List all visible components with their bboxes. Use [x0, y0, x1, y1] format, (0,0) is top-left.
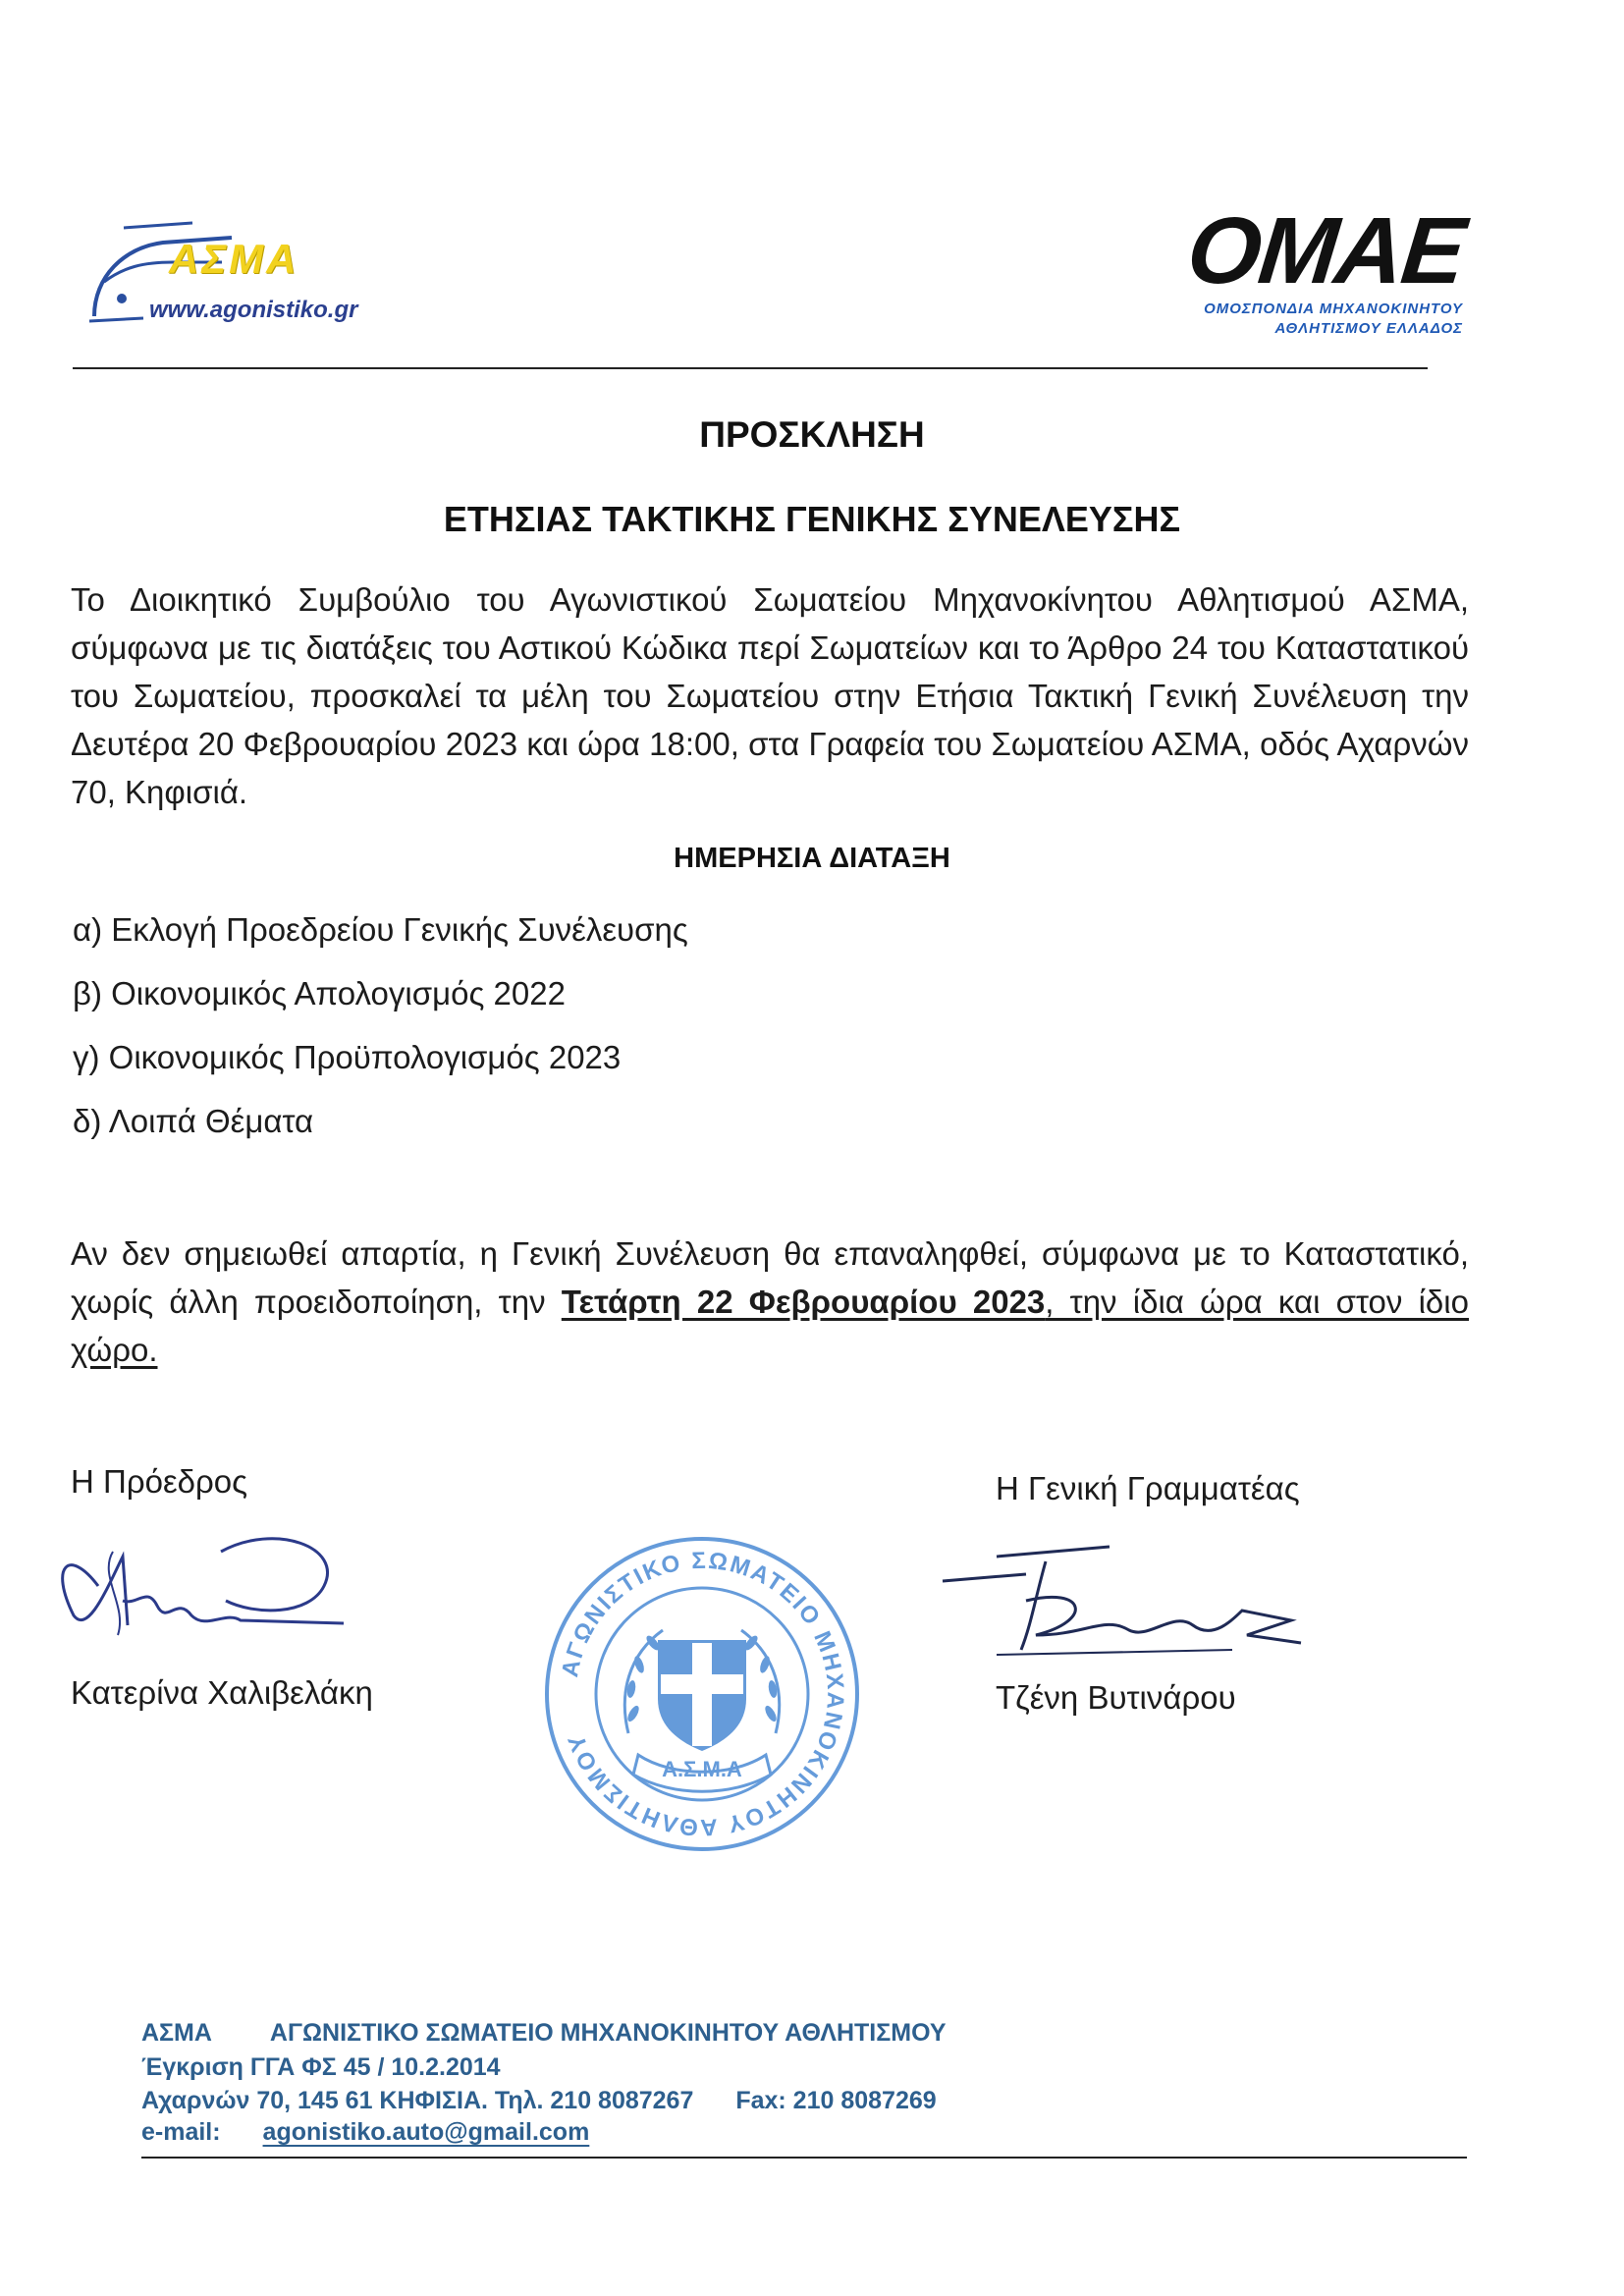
- stamp-ring-text: ΑΓΩΝΙΣΤΙΚΟ ΣΩΜΑΤΕΙΟ ΜΗΧΑΝΟΚΙΝΗΤΟΥ ΑΘΛΗΤΙΣΜΟΥ: [557, 1547, 849, 1841]
- president-name: Κατερίνα Χαλιβελάκη: [71, 1674, 373, 1711]
- page-title: ΠΡΟΣΚΛΗΣΗ: [699, 414, 925, 455]
- president-signature: [29, 1507, 353, 1655]
- asma-url: www.agonistiko.gr: [149, 297, 358, 323]
- header-divider: [73, 367, 1428, 369]
- repeat-notice-text: Αν δεν σημειωθεί απαρτία, η Γενική Συνέλευση θα επαναληφθεί, σύμφωνα με το Καταστατικό, χωρίς άλλη προειδοποίηση, την: [71, 1235, 1469, 1320]
- footer-org-full: ΑΓΩΝΙΣΤΙΚΟ ΣΩΜΑΤΕΙΟ ΜΗΧΑΝΟΚΙΝΗΤΟΥ ΑΘΛΗΤΙΣΜΟΥ: [269, 2019, 947, 2047]
- footer-address: Αχαρνών 70, 145 61 ΚΗΦΙΣΙΑ. Τηλ. 210 8087267: [141, 2087, 694, 2114]
- footer-approval: Έγκριση ΓΓΑ ΦΣ 45 / 10.2.2014: [141, 2053, 501, 2081]
- repeat-notice-tail: , την ίδια ώρα και στον ίδιο χώρο.: [71, 1284, 1469, 1368]
- secretary-role: Η Γενική Γραμματέας: [996, 1470, 1300, 1506]
- agenda-title: ΗΜΕΡΗΣΙΑ ΔΙΑΤΑΞΗ: [674, 843, 950, 874]
- footer-line-1: [141, 2019, 947, 2048]
- omae-subtitle-1: ΟΜΟΣΠΟΝΔΙΑ ΜΗΧΑΝΟΚΙΝΗΤΟΥ: [1204, 301, 1463, 317]
- agenda-item: γ) Οικονομικός Προϋπολογισμός 2023: [73, 1039, 622, 1075]
- secretary-signature: [938, 1527, 1311, 1665]
- cross-shield-icon: [658, 1640, 746, 1751]
- agenda-item: α) Εκλογή Προεδρείου Γενικής Συνέλευσης: [73, 911, 688, 948]
- repeat-notice: [71, 1230, 1469, 1374]
- omae-subtitle-2: ΑΘΛΗΤΙΣΜΟΥ ΕΛΛΑΔΟΣ: [1274, 320, 1463, 337]
- omae-logo: [1129, 198, 1469, 337]
- footer-email-link[interactable]: agonistiko.auto@gmail.com: [262, 2118, 590, 2146]
- asma-logo: [84, 208, 379, 336]
- footer-line-4: [141, 2118, 589, 2147]
- repeat-date: Τετάρτη 22 Φεβρουαρίου 2023: [561, 1284, 1046, 1320]
- footer-fax: Fax: 210 8087269: [735, 2087, 937, 2114]
- intro-paragraph: Το Διοικητικό Συμβούλιο του Αγωνιστικού Σωματείου Μηχανοκίνητου Αθλητισμού ΑΣΜΑ, σύμφωνα με τις διατάξεις του Αστικού Κώδικα περί Σωματείων και το Άρθρο 24 του Καταστατικού του Σωματείου, προσκαλεί τα μέλη του Σωματείου στην Ετήσια Τακτική Γενική Συνέλευση την Δευτέρα 20 Φεβρουαρίου 2023 και ώρα 18:00, στα Γραφεία του Σωματείου ΑΣΜΑ, οδός Αχαρνών 70, Κηφισιά.: [71, 581, 1469, 810]
- stamp-center-text: Α.Σ.Μ.Α: [662, 1757, 742, 1781]
- president-role: Η Πρόεδρος: [71, 1463, 248, 1500]
- footer-line-3: [141, 2087, 937, 2115]
- omae-logo-text: ΟΜΑΕ: [1182, 198, 1469, 303]
- agenda-item: δ) Λοιπά Θέματα: [73, 1103, 314, 1139]
- page-subtitle: ΕΤΗΣΙΑΣ ΤΑΚΤΙΚΗΣ ΓΕΝΙΚΗΣ ΣΥΝΕΛΕΥΣΗΣ: [443, 499, 1181, 539]
- footer-org-short: ΑΣΜΑ: [141, 2019, 212, 2047]
- association-stamp: [535, 1527, 869, 1861]
- agenda-item: β) Οικονομικός Απολογισμός 2022: [73, 975, 566, 1011]
- asma-logo-text: ΑΣΜΑ: [169, 236, 299, 282]
- footer-divider: [141, 2157, 1467, 2159]
- footer-email-label: e-mail:: [141, 2118, 221, 2146]
- secretary-name: Τζένη Βυτινάρου: [996, 1679, 1236, 1716]
